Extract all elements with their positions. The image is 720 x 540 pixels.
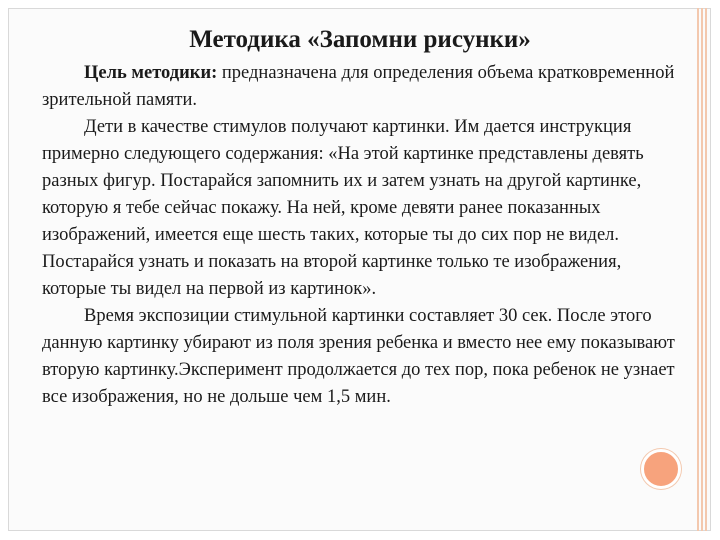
decorative-stripe [697,8,699,531]
instruction-paragraph: Дети в качестве стимулов получают картинки. Им дается инструкция примерно следующего содержания: «На этой картинке представлены девять разных фигур. Постарайся запомнить их и затем узнать на другой картинке, которую я тебе сейчас покажу. На ней, кроме девяти ранее показанных изображений, имеется еще шесть таких, которые ты до сих пор не видел. Постарайся узнать и показать на второй картинке только те изображения, которые ты видел на первой из картинок». [42,117,644,299]
goal-paragraph [42,60,687,114]
goal-lead-in: Цель методики: [84,63,218,83]
slide-body [42,60,687,411]
decorative-stripe [705,8,707,531]
decorative-stripe [701,8,703,531]
slide-title: Методика «Запомни рисунки» [189,26,531,53]
exposure-paragraph: Время экспозиции стимульной картинки составляет 30 сек. После этого данную картинку убирают из поля зрения ребенка и вместо нее ему показывают вторую картинку.Эксперимент продолжается до тех пор, пока ребенок не узнает все изображения, но не дольше чем 1,5 мин. [42,306,675,407]
goal-text: предназначена для определения объема кратковременной зрительной памяти. [42,63,675,110]
decorative-circle-icon [641,449,681,489]
